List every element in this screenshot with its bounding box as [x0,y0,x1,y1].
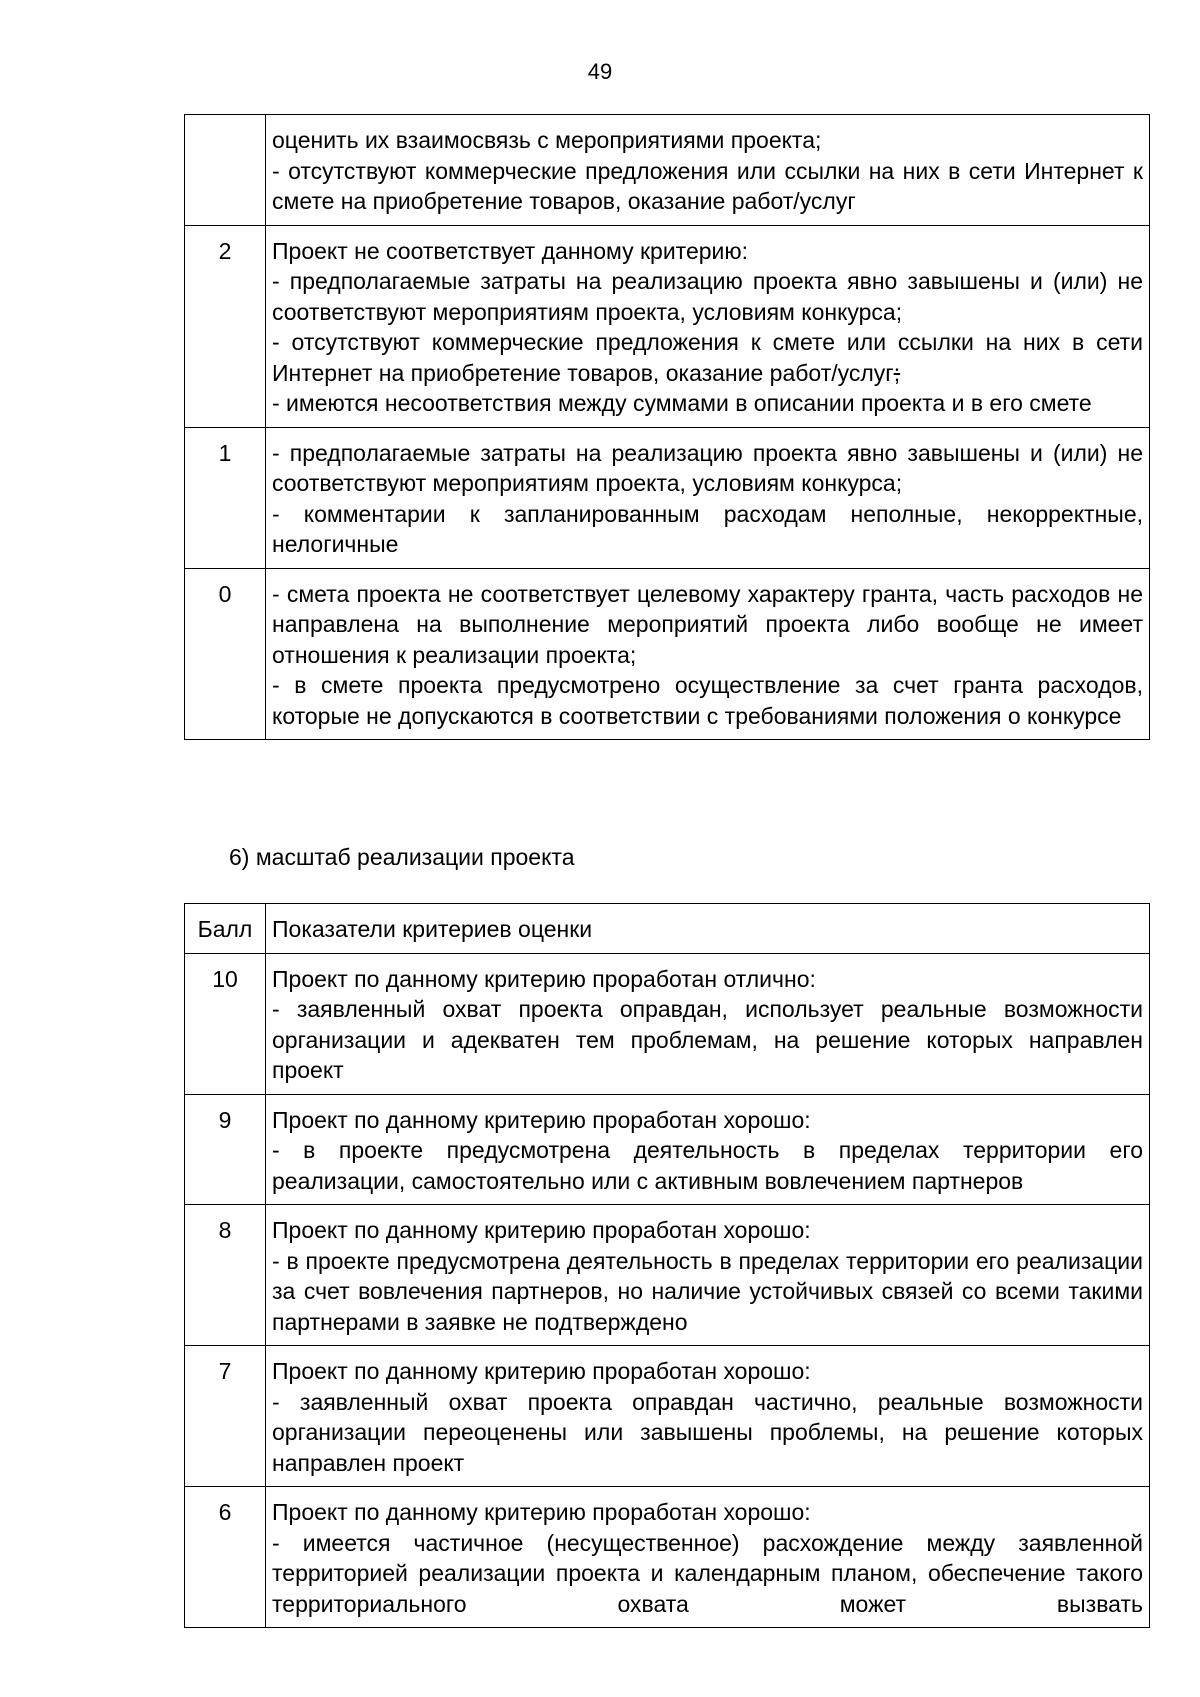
criteria-line: - комментарии к запланированным расходам неполные, некорректные, нелогичные [272,500,1143,557]
score-cell: 10 [185,953,266,1094]
criteria-line: - отсутствуют коммерческие предложения или ссылки на них в сети Интернет к смете на приобретение товаров, оказание работ/услуг [272,157,1143,214]
criteria-line [272,327,1143,388]
table-row [185,1346,1150,1487]
criteria-cell [266,1487,1150,1628]
score-cell: 9 [185,1094,266,1205]
score-cell [185,115,266,226]
section-heading: 6) масштаб реализации проекта [229,844,575,870]
struck-character: ; [893,359,901,386]
criteria-line: - заявленный охват проекта оправдан частично, реальные возможности организации переоценены или завышены проблемы, на решение которых направлен проект [272,1388,1143,1476]
criteria-line: - предполагаемые затраты на реализацию проекта явно завышены и (или) не соответствуют мероприятиям проекта, условиям конкурса; [272,268,1143,325]
header-score-cell: Балл [185,904,266,954]
criteria-cell [266,1094,1150,1205]
criteria-line: - смета проекта не соответствует целевому характеру гранта, часть расходов не направлена на выполнение мероприятий проекта либо вообще не имеет отношения к реализации проекта; [272,580,1143,668]
criteria-line: - в смете проекта предусмотрено осуществление за счет гранта расходов, которые не допускаются в соответствии с требованиями положения о конкурсе [272,672,1143,729]
table-row [185,1205,1150,1346]
score-cell: 8 [185,1205,266,1346]
criteria-line: - заявленный охват проекта оправдан, использует реальные возможности организации и адекватен тем проблемам, на решение которых направлен проект [272,996,1143,1083]
score-cell: 7 [185,1346,266,1487]
table-row [185,115,1150,226]
criteria-line: - имеются несоответствия между суммами в описании проекта и в его смете [272,390,1092,416]
criteria-line: - в проекте предусмотрена деятельность в пределах территории его реализации, самостоятельно или с активным вовлечением партнеров [272,1137,1143,1194]
table-row [185,225,1150,427]
table-row [185,1487,1150,1628]
criteria-line: - имеется частичное (несущественное) расхождение между заявленной территорией реализации проекта и календарным планом, обеспечение такого территориального охвата может вызвать [272,1529,1143,1617]
criteria-line: - в проекте предусмотрена деятельность в пределах территории его реализации за счет вовлечения партнеров, но наличие устойчивых связей со всеми такими партнерами в заявке не подтверждено [272,1247,1143,1335]
score-cell: 2 [185,225,266,427]
header-criteria-cell: Показатели критериев оценки [266,904,1150,954]
criteria-cell [266,1346,1150,1487]
criteria-line: - предполагаемые затраты на реализацию проекта явно завышены и (или) не соответствуют мероприятиям проекта, условиям конкурса; [272,439,1143,496]
table-row [185,1094,1150,1205]
criteria-line: Проект не соответствует данному критерию: [272,237,749,264]
criteria-line: Проект по данному критерию проработан хорошо: [272,1358,811,1384]
criteria-table-scale [184,903,1150,1628]
score-cell: 0 [185,568,266,740]
criteria-cell [266,427,1150,568]
table-header-row [185,904,1150,954]
criteria-line: оценить их взаимосвязь с мероприятиями проекта; [272,127,822,153]
score-cell: 1 [185,427,266,568]
criteria-cell [266,115,1150,226]
table-row [185,953,1150,1094]
criteria-cell [266,568,1150,740]
criteria-table-continued [184,114,1150,740]
criteria-line: Проект по данному критерию проработан отлично: [272,965,816,992]
criteria-cell [266,1205,1150,1346]
criteria-line: Проект по данному критерию проработан хорошо: [272,1217,811,1243]
criteria-line: Проект по данному критерию проработан хорошо: [272,1499,811,1525]
table-row [185,427,1150,568]
criteria-cell [266,953,1150,1094]
table-row [185,568,1150,740]
score-cell: 6 [185,1487,266,1628]
criteria-cell [266,225,1150,427]
criteria-line: Проект по данному критерию проработан хорошо: [272,1106,811,1133]
criteria-line-text: - отсутствуют коммерческие предложения к смете или ссылки на них в сети Интернет на приобретение товаров, оказание работ/услуг [272,329,1143,386]
page-number: 49 [587,59,613,84]
